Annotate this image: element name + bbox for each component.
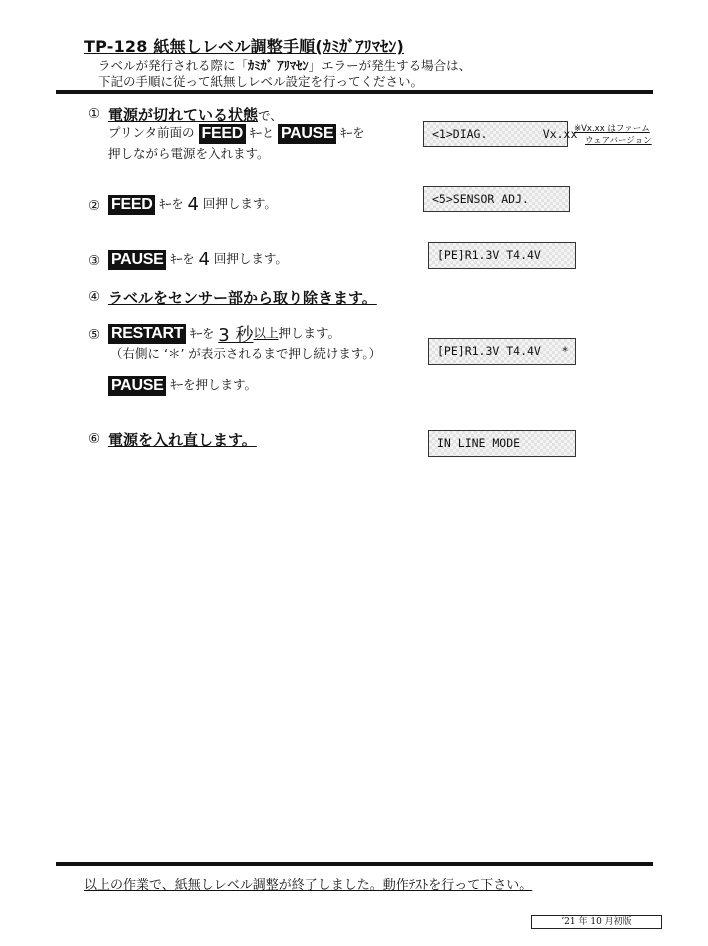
version-note-line-2: ウェアバージョン [585, 136, 652, 146]
step-2-count: 4 [187, 194, 199, 215]
step-4-marker: ④ [88, 289, 101, 305]
pause-key-label: PAUSE [278, 124, 336, 144]
step-2-marker: ② [88, 198, 101, 214]
step-3-marker: ③ [88, 253, 101, 269]
header-rule [56, 90, 653, 94]
document-title: TP-128 紙無しレベル調整手順(ｶﾐｶﾞｱﾘﾏｾﾝ) [84, 37, 404, 56]
lcd-display-step-6: IN LINE MODE [428, 430, 576, 457]
step-3-count: 4 [198, 249, 210, 270]
step-1-heading: 電源が切れている状態 [108, 106, 259, 124]
lcd-display-step-1: <1>DIAG. Vx.xx [423, 121, 568, 147]
pause-key-label: PAUSE [108, 376, 166, 396]
step-5-suffix: 以上 [253, 325, 279, 341]
step-1-heading-suffix: で、 [258, 108, 283, 123]
lcd-display-step-2: <5>SENSOR ADJ. [423, 186, 570, 212]
step-1-heading-line [108, 104, 283, 125]
restart-key-label: RESTART [108, 324, 186, 344]
step-3-mid: ｷｰを [170, 252, 195, 266]
step-4-heading: ラベルをセンサー部から取り除きます。 [108, 289, 377, 307]
error-code: ｶﾐｶﾞ ｱﾘﾏｾﾝ [248, 58, 309, 73]
step-1-line-3: 押しながら電源を入れます。 [108, 146, 270, 161]
step-1-mid: ｷｰと [249, 126, 274, 140]
step-5-line-3 [108, 375, 257, 396]
step-1-suffix: ｷｰを [340, 126, 365, 140]
step-2-mid: ｷｰを [159, 197, 184, 211]
feed-key-label: FEED [199, 124, 246, 144]
step-3-line [108, 249, 288, 270]
step-2-suffix: 回押します。 [202, 196, 277, 211]
step-5-duration: 3 秒 [218, 325, 254, 346]
step-5-line-2: （右側に ‘＊’ が表示されるまで押し続けます。） [110, 346, 382, 361]
step-1-marker: ① [88, 106, 101, 122]
intro-line-2: 下記の手順に従って紙無しレベル設定を行ってください。 [98, 74, 424, 89]
step-3-suffix: 回押します。 [213, 251, 288, 266]
step-1-line-2-pre: プリンタ前面の [108, 125, 195, 140]
footer-rule [56, 862, 653, 866]
step-1-line-2 [108, 123, 364, 144]
intro-line-1-pre: ラベルが発行される際に「 [98, 58, 249, 73]
step-5-line-3-suffix: ｷｰを押します。 [170, 377, 257, 392]
step-6-heading: 電源を入れ直します。 [108, 431, 257, 449]
step-5-mid: ｷｰを [190, 326, 215, 341]
pause-key-label: PAUSE [108, 250, 166, 270]
lcd-display-step-3: [PE]R1.3V T4.4V [428, 242, 576, 269]
step-5-marker: ⑤ [88, 327, 101, 343]
footer-text: 以上の作業で、紙無しレベル調整が終了しました。動作ﾃｽﾄを行って下さい。 [84, 878, 533, 893]
feed-key-label: FEED [108, 195, 155, 215]
edition-label: ’21 年 10 月初版 [531, 915, 662, 929]
step-6-marker: ⑥ [88, 431, 101, 447]
step-5-suffix-2: 押します。 [278, 325, 340, 341]
step-2-line [108, 194, 277, 215]
intro-line-1-post: 」エラーが発生する場合は、 [308, 58, 472, 73]
lcd-display-step-5: [PE]R1.3V T4.4V * [428, 338, 576, 365]
version-note-line-1: ※Vx.xx はファーム [574, 124, 650, 134]
